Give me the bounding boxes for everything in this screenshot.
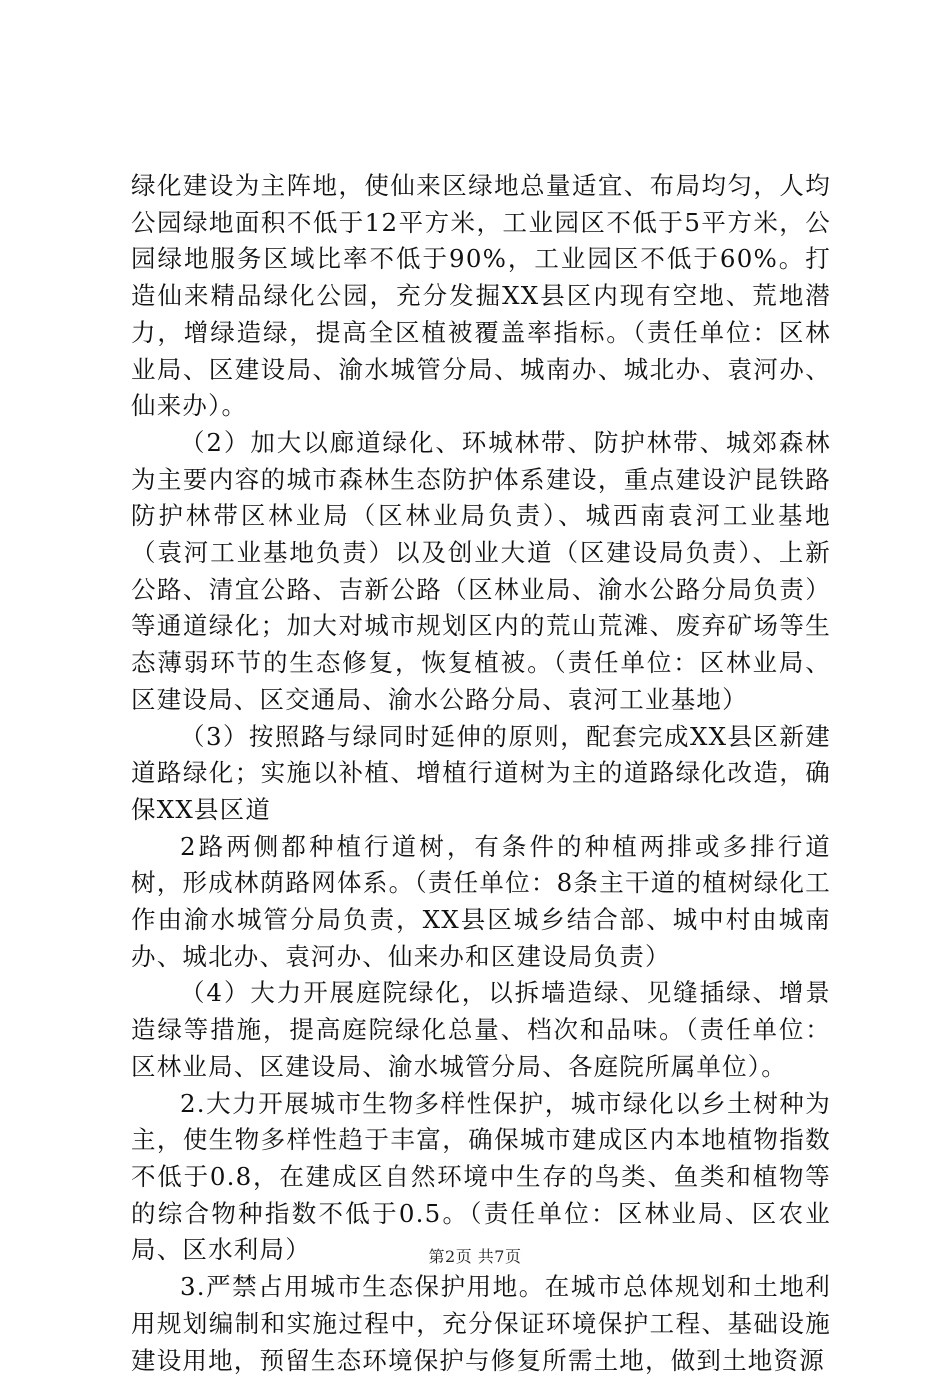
page-number-footer: 第2页 共7页 — [428, 1247, 522, 1266]
paragraph-item-2-forest-protection: （2）加大以廊道绿化、环城林带、防护林带、城郊森林为主要内容的城市森林生态防护体系建设，重点建设沪昆铁路防护林带区林业局（区林业局负责）、城西南袁河工业基地（袁河工业基地负责）以及创业大道（区建设局负责）、上新公路、清宜公路、吉新公路（区林业局、渝水公路分局负责）等通道绿化；加大对城市规划区内的荒山荒滩、废弃矿场等生态薄弱环节的生态修复，恢复植被。（责任单位：区林业局、区建设局、区交通局、渝水公路分局、袁河工业基地） — [131, 427, 831, 714]
paragraph-item-3-road-greening: （3）按照路与绿同时延伸的原则，配套完成XX县区新建道路绿化；实施以补植、增植行道树为主的道路绿化改造，确保XX县区道 — [131, 721, 831, 824]
paragraph-biodiversity: 2.大力开展城市生物多样性保护，城市绿化以乡土树种为主，使生物多样性趋于丰富，确保城市建成区内本地植物指数不低于0.8，在建成区自然环境中生存的鸟类、鱼类和植物等的综合物种指数不低于0.5。（责任单位：区林业局、区农业局、区水利局） — [131, 1088, 831, 1265]
paragraph-road-trees: 2路两侧都种植行道树，有条件的种植两排或多排行道树，形成林荫路网体系。（责任单位：8条主干道的植树绿化工作由渝水城管分局负责，XX县区城乡结合部、城中村由城南办、城北办、袁河办、仙来办和区建设局负责） — [131, 831, 831, 971]
paragraph-land-protection: 3.严禁占用城市生态保护用地。在城市总体规划和土地利用规划编制和实施过程中，充分保证环境保护工程、基础设施建设用地，预留生态环境保护与修复所需土地，做到土地资源 — [131, 1272, 831, 1375]
paragraph-greening-targets: 绿化建设为主阵地，使仙来区绿地总量适宜、布局均匀，人均公园绿地面积不低于12平方米，工业园区不低于5平方米，公园绿地服务区域比率不低于90%，工业园区不低于60%。打造仙来精品绿化公园，充分发掘XX县区内现有空地、荒地潜力，增绿造绿，提高全区植被覆盖率指标。（责任单位：区林业局、区建设局、渝水城管分局、城南办、城北办、袁河办、仙来办）。 — [131, 171, 831, 421]
paragraph-item-4-courtyard-greening: （4）大力开展庭院绿化，以拆墙造绿、见缝插绿、增景造绿等措施，提高庭院绿化总量、档次和品味。（责任单位：区林业局、区建设局、渝水城管分局、各庭院所属单位）。 — [131, 978, 831, 1081]
document-body — [131, 168, 831, 1379]
